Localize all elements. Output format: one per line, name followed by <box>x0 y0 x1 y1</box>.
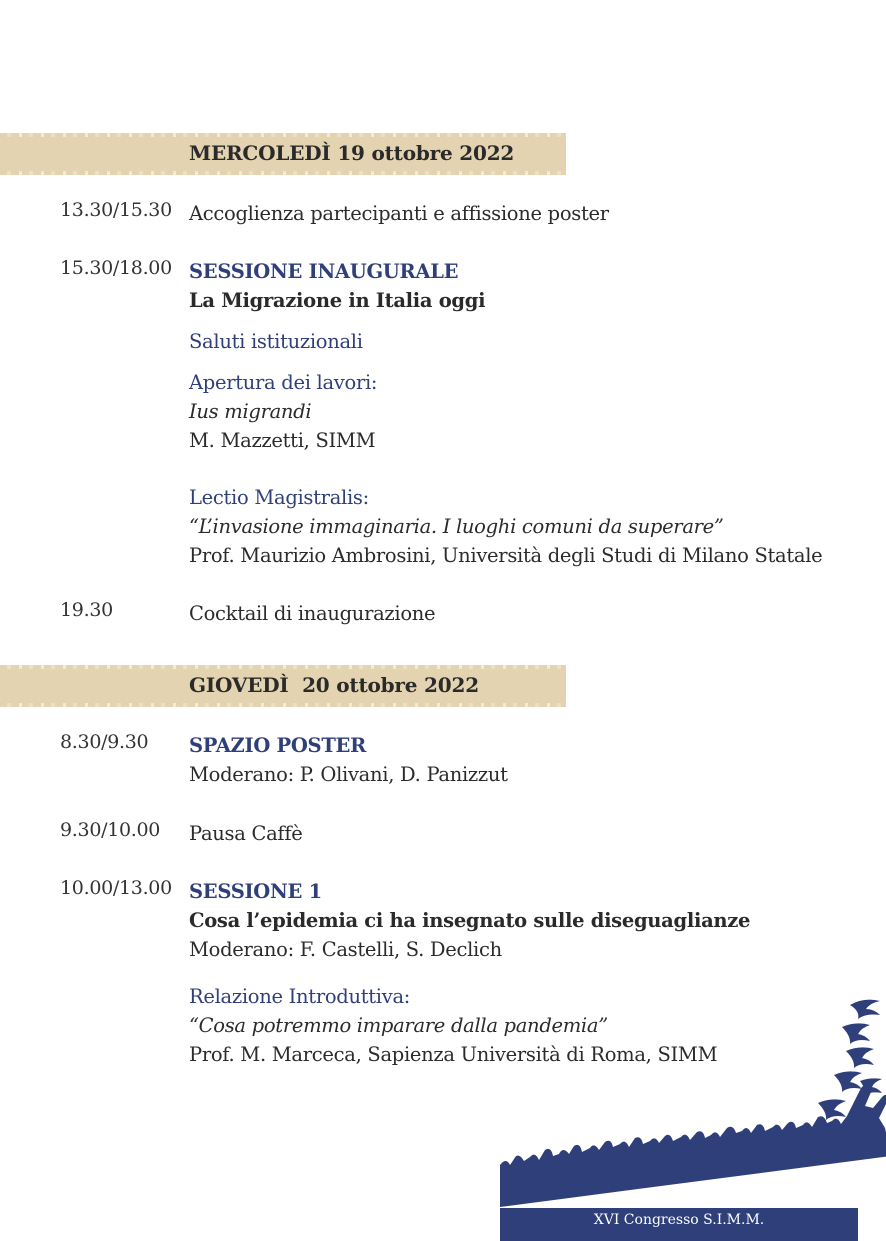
day-header-band <box>0 136 566 172</box>
logo-caption: XVI Congresso S.I.M.M. <box>593 1212 765 1228</box>
intro-speaker: Prof. M. Marceca, Sapienza Università di Roma, SIMM <box>189 1043 718 1066</box>
lectio-talk-title: “L’invasione immaginaria. I luoghi comuni da superare” <box>189 515 724 538</box>
activity-text: Accoglienza partecipanti e affissione poster <box>189 202 609 225</box>
opening-heading: Apertura dei lavori: <box>189 371 378 394</box>
lectio-heading: Lectio Magistralis: <box>189 486 369 509</box>
session-title: SPAZIO POSTER <box>189 734 366 757</box>
day-header-band <box>0 668 566 704</box>
activity-text: Pausa Caffè <box>189 822 303 845</box>
activity-text: Cocktail di inaugurazione <box>189 602 436 625</box>
swallow-icon <box>850 1000 880 1019</box>
session-subtitle: La Migrazione in Italia oggi <box>189 289 486 312</box>
intro-talk-title: “Cosa potremmo imparare dalla pandemia” <box>189 1014 608 1037</box>
time-slot: 15.30/18.00 <box>60 257 172 279</box>
congress-logo-illustration <box>500 995 886 1241</box>
time-slot: 10.00/13.00 <box>60 877 172 899</box>
swallow-icon <box>842 1023 870 1044</box>
moderators-text: Moderano: F. Castelli, S. Declich <box>189 938 502 961</box>
time-slot: 13.30/15.30 <box>60 199 172 221</box>
swallow-icon <box>834 1071 862 1092</box>
lectio-speaker: Prof. Maurizio Ambrosini, Università degli Studi di Milano Statale <box>189 544 823 567</box>
greeting-heading: Saluti istituzionali <box>189 330 363 353</box>
time-slot: 9.30/10.00 <box>60 819 161 841</box>
session-title: SESSIONE 1 <box>189 880 322 903</box>
swallow-icon <box>846 1047 874 1068</box>
day-header-label: GIOVEDÌ 20 ottobre 2022 <box>189 673 479 697</box>
time-slot: 8.30/9.30 <box>60 731 149 753</box>
opening-speaker: M. Mazzetti, SIMM <box>189 429 376 452</box>
opening-talk-title: Ius migrandi <box>189 400 312 423</box>
moderators-text: Moderano: P. Olivani, D. Panizzut <box>189 763 508 786</box>
time-slot: 19.30 <box>60 599 113 621</box>
session-subtitle: Cosa l’epidemia ci ha insegnato sulle diseguaglianze <box>189 909 751 932</box>
intro-heading: Relazione Introduttiva: <box>189 985 411 1008</box>
session-title: SESSIONE INAUGURALE <box>189 260 459 283</box>
day-header-label: MERCOLEDÌ 19 ottobre 2022 <box>189 141 515 165</box>
